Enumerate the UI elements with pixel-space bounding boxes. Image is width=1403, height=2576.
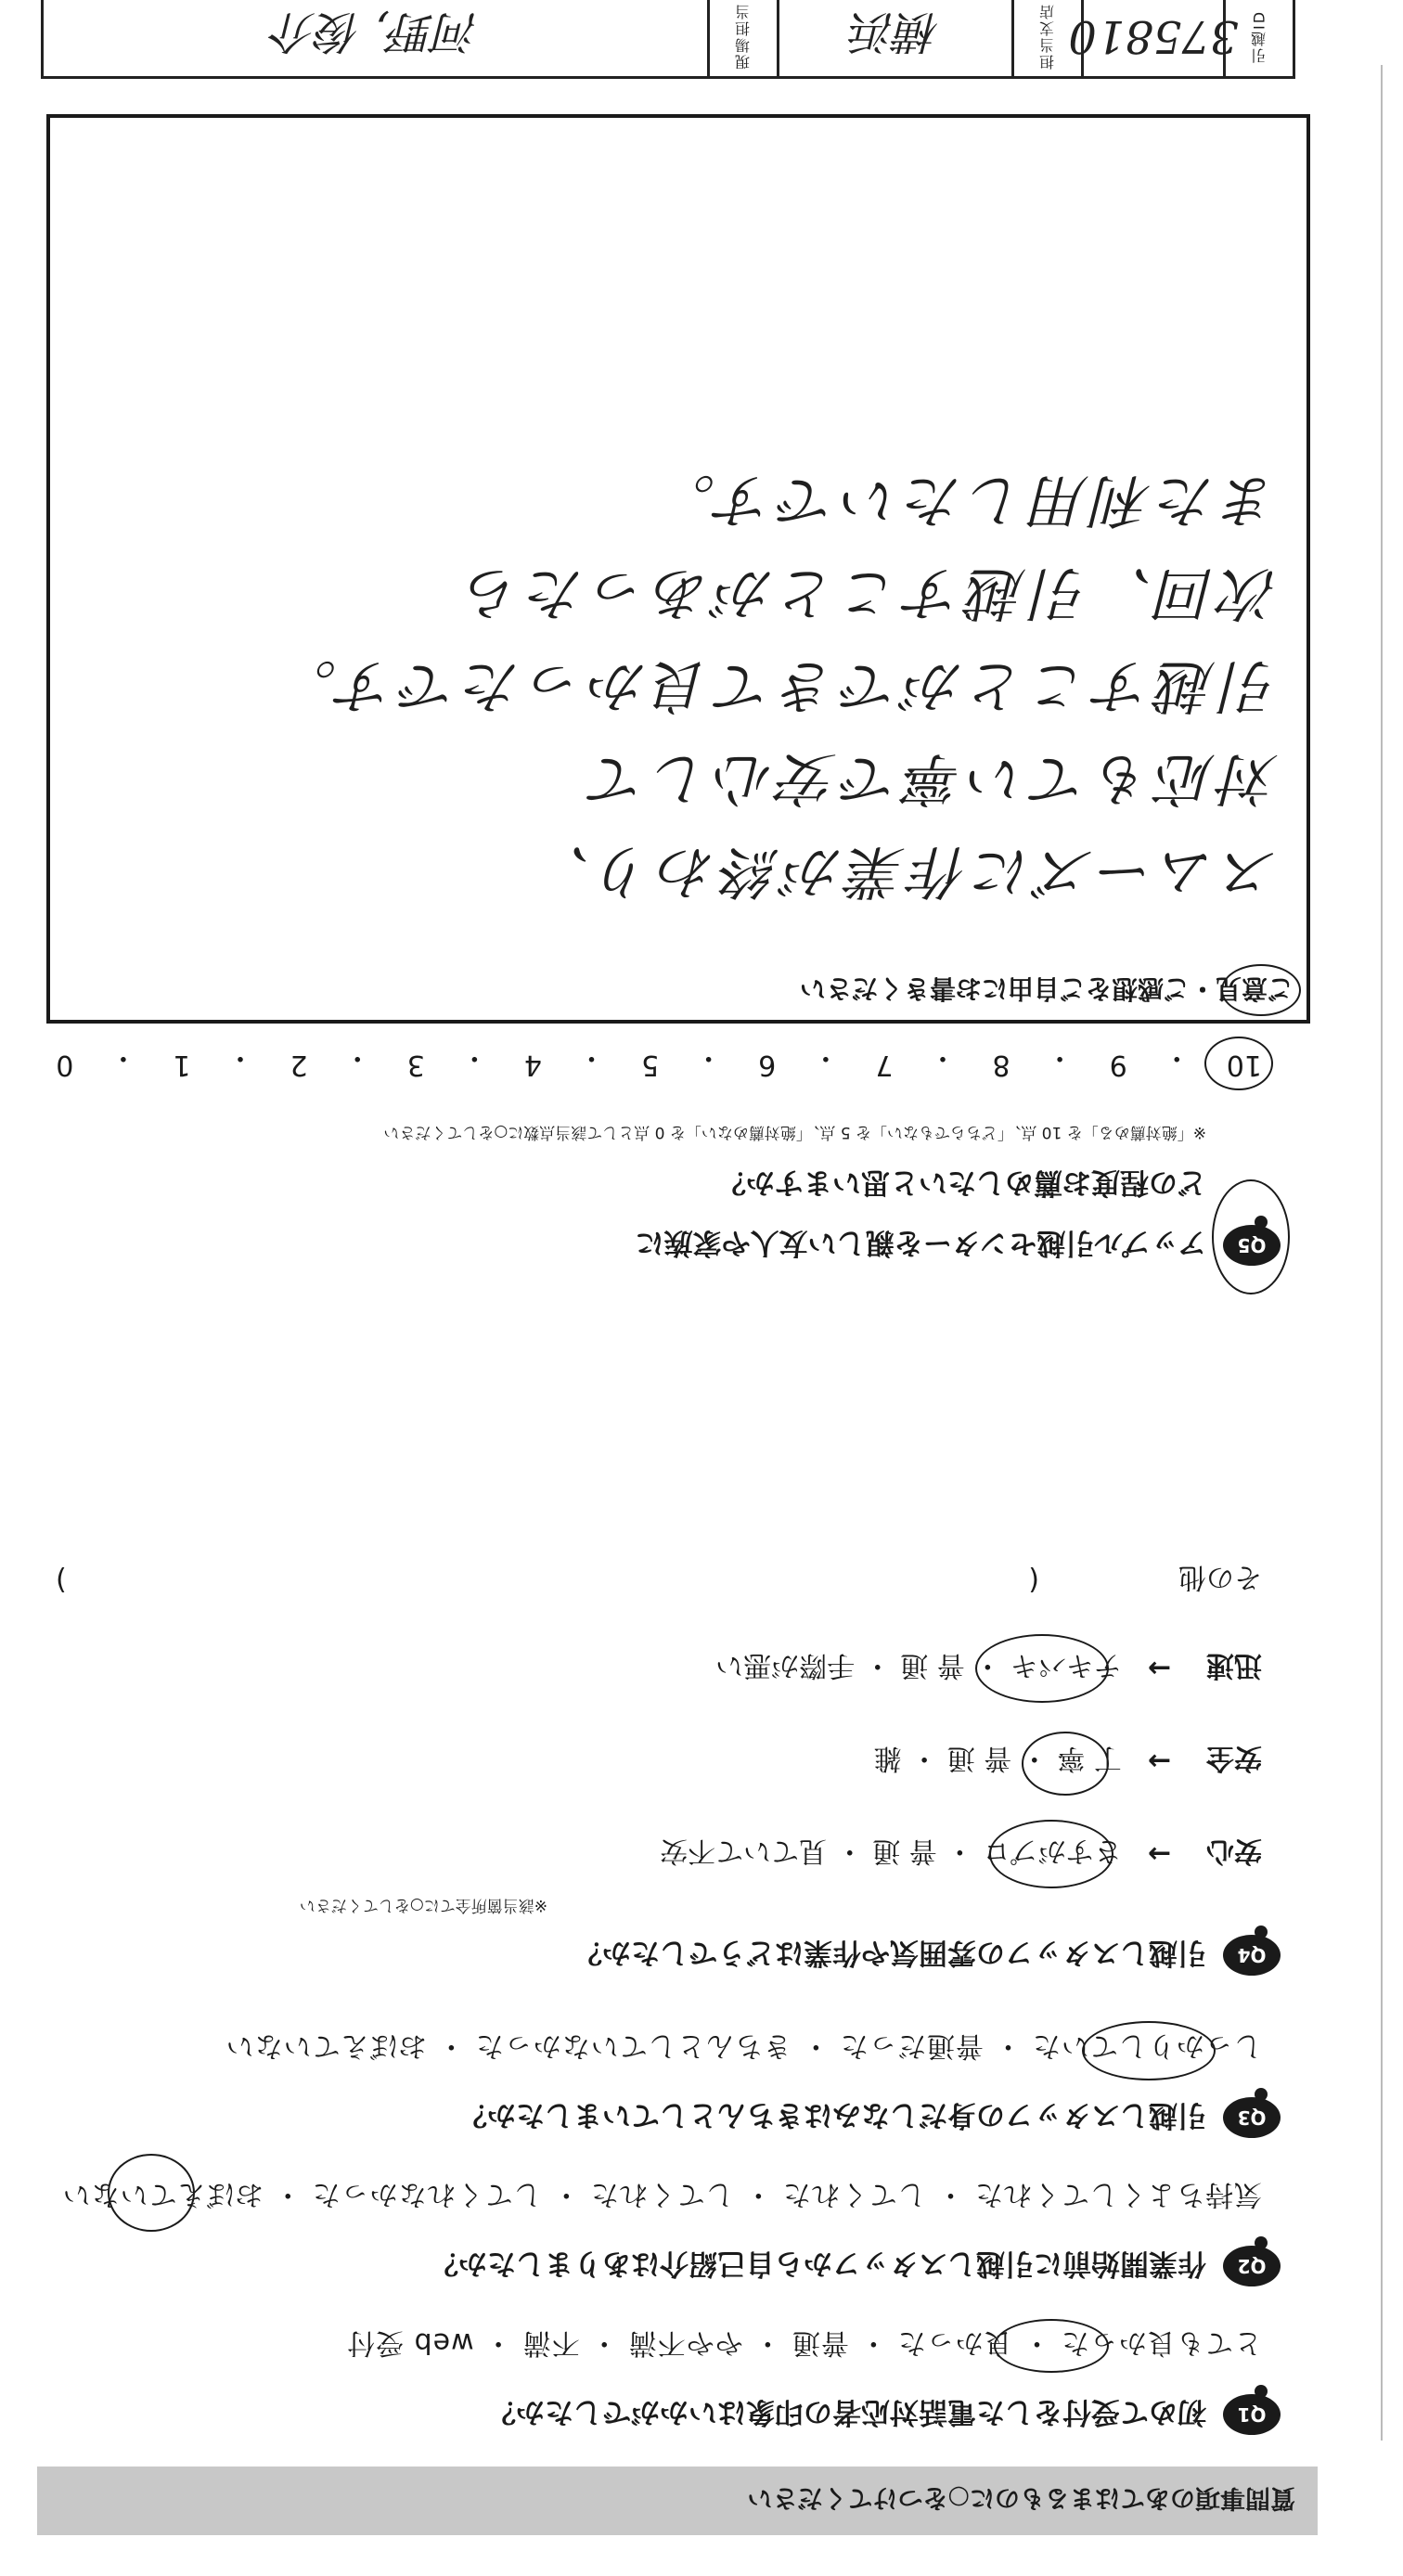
q1-row — [487, 2394, 1281, 2436]
id-value: 375810 — [1081, 0, 1223, 76]
survey-sheet — [37, 0, 1318, 2543]
comment-line-2: 対応もてい寧で安心して — [584, 745, 1279, 813]
q4-other-paren-close: ) — [56, 1564, 67, 1597]
q2-selection-circle — [108, 2154, 195, 2232]
scale-option-8[interactable]: 8 — [992, 1049, 1010, 1081]
q1-options[interactable]: とても良かった ・ 良かった ・ 普通 ・ やや不満 ・ 不満 ・ web 受付 — [346, 2326, 1262, 2359]
leader-value: 河野, 俊介 — [272, 6, 479, 58]
scale-option-7[interactable]: 7 — [875, 1049, 894, 1081]
branch-label: 担当支店 — [1011, 0, 1081, 76]
scale-option-1[interactable]: 1 — [173, 1049, 191, 1081]
q1-badge: Q1 — [1223, 2395, 1281, 2436]
q3-row — [458, 2097, 1281, 2139]
q4-anzen-selection-circle — [1022, 1732, 1109, 1796]
scale-separator: ・ — [460, 1041, 489, 1074]
q4-other-label: その他 — [1178, 1561, 1262, 1593]
comments-title-circle — [1221, 964, 1301, 1016]
q4-row-jinsoku-options: テキパキ ・ 普 通 ・ 手際が悪い — [715, 1649, 1122, 1681]
q2-row — [430, 2246, 1281, 2287]
leader-label: 現場担当 — [707, 0, 777, 76]
comments-box[interactable] — [46, 114, 1310, 1024]
q3-text: 引越しスタッフの身だしなみはきちんとしていましたか？ — [458, 2098, 1206, 2132]
scale-separator: ・ — [1046, 1041, 1075, 1074]
arrow-icon: → — [1147, 1652, 1171, 1685]
q4-jinsoku-selection-circle — [975, 1634, 1109, 1703]
q1-selection-circle — [994, 2319, 1109, 2373]
q4-note: ※該当箇所全てに○をしてください — [299, 1896, 547, 1914]
comment-line-3: 引越すことができて良かったです。 — [273, 652, 1279, 720]
q3-options[interactable]: しっかりしていた ・ 普通だった ・ きちんとしていなかった ・ おぼえていない — [225, 2029, 1262, 2062]
q3-selection-circle — [1082, 2021, 1216, 2080]
q4-row-anshin-options: さすがプロ ・ 普 通 ・ 見ていて不安 — [660, 1835, 1122, 1867]
comment-line-5: また利用したいです。 — [651, 467, 1279, 535]
branch-value: 横浜 — [777, 0, 1011, 76]
scale-separator: ・ — [577, 1041, 606, 1074]
header-info-box — [41, 0, 1295, 79]
q5-note: ※「絶対薦める」を 10 点、「どちらでもない」を 5 点、「絶対薦めない」を 0 点として該当点数に○をしてください — [383, 1123, 1206, 1141]
scale-option-0[interactable]: 0 — [56, 1049, 74, 1081]
q5-badge-circle — [1212, 1179, 1290, 1294]
scale-separator: ・ — [1163, 1041, 1191, 1074]
q4-text: 引越しスタッフの雰囲気や作業はどうでしたか？ — [573, 1936, 1206, 1969]
q4-row-jinsoku-label: 迅速 — [1206, 1649, 1262, 1681]
q2-text: 作業開始前に引越しスタッフから自己紹介はありましたか？ — [430, 2247, 1206, 2280]
q4-row-anshin[interactable] — [660, 1834, 1262, 1874]
scale-option-6[interactable]: 6 — [758, 1049, 777, 1081]
comment-line-4: 次回、引越すことがあったら — [458, 560, 1279, 627]
q5-badge: Q5 — [1223, 1226, 1281, 1267]
q4-anshin-selection-circle — [989, 1820, 1113, 1888]
scale-option-3[interactable]: 3 — [406, 1049, 425, 1081]
scale-option-5[interactable]: 5 — [641, 1049, 660, 1081]
q4-row — [573, 1935, 1281, 1977]
scale-separator: ・ — [811, 1041, 840, 1074]
q5-line2: どの程度お薦めしたいと思いますか？ — [717, 1166, 1206, 1199]
arrow-icon: → — [1147, 1745, 1171, 1778]
q3-badge: Q3 — [1223, 2098, 1281, 2139]
q4-other-row[interactable] — [56, 1560, 1262, 1601]
q4-row-anshin-label: 安心 — [1206, 1835, 1262, 1867]
scale-separator: ・ — [694, 1041, 723, 1074]
q4-row-anzen-label: 安全 — [1206, 1742, 1262, 1774]
q5-line1: アップル引越センターを親しい友人や家族に — [635, 1226, 1206, 1259]
q1-text: 初めて受付をした電話対応者の印象はいかがでしたか？ — [487, 2395, 1206, 2428]
q5-scale[interactable] — [56, 1040, 1262, 1081]
q2-badge: Q2 — [1223, 2247, 1281, 2287]
id-label: 引越ID — [1223, 0, 1293, 76]
scale-option-10[interactable]: 10 — [1226, 1049, 1262, 1081]
scale-separator: ・ — [109, 1041, 137, 1074]
arrow-icon: → — [1147, 1837, 1171, 1871]
q4-badge: Q4 — [1223, 1936, 1281, 1977]
comments-title: ご意見・ご感想をご自由にお書きください — [799, 973, 1294, 1004]
q4-other-paren-open: ( — [1028, 1564, 1039, 1597]
scale-option-4[interactable]: 4 — [523, 1049, 542, 1081]
scale-separator: ・ — [343, 1041, 372, 1074]
scale-option-2[interactable]: 2 — [290, 1049, 308, 1081]
comment-line-1: スムーズに作業が終わり、 — [527, 838, 1279, 906]
scale-separator: ・ — [928, 1041, 957, 1074]
instruction-banner: 質問事項のあてはまるものに○をつけてください — [37, 2467, 1318, 2535]
scale-separator: ・ — [226, 1041, 255, 1074]
q2-options[interactable]: 気持ちよくしてくれた ・ してくれた ・ してくれた ・ してくれなかった ・ おぼえていない — [61, 2178, 1262, 2210]
q4-row-anzen-options: 丁 寧 ・ 普 通 ・ 雑 — [873, 1742, 1122, 1774]
scale-option-9[interactable]: 9 — [1109, 1049, 1127, 1081]
page-edge-shadow — [1381, 65, 1403, 2441]
q5-row — [636, 1225, 1281, 1267]
q5-selection-circle — [1204, 1037, 1273, 1090]
